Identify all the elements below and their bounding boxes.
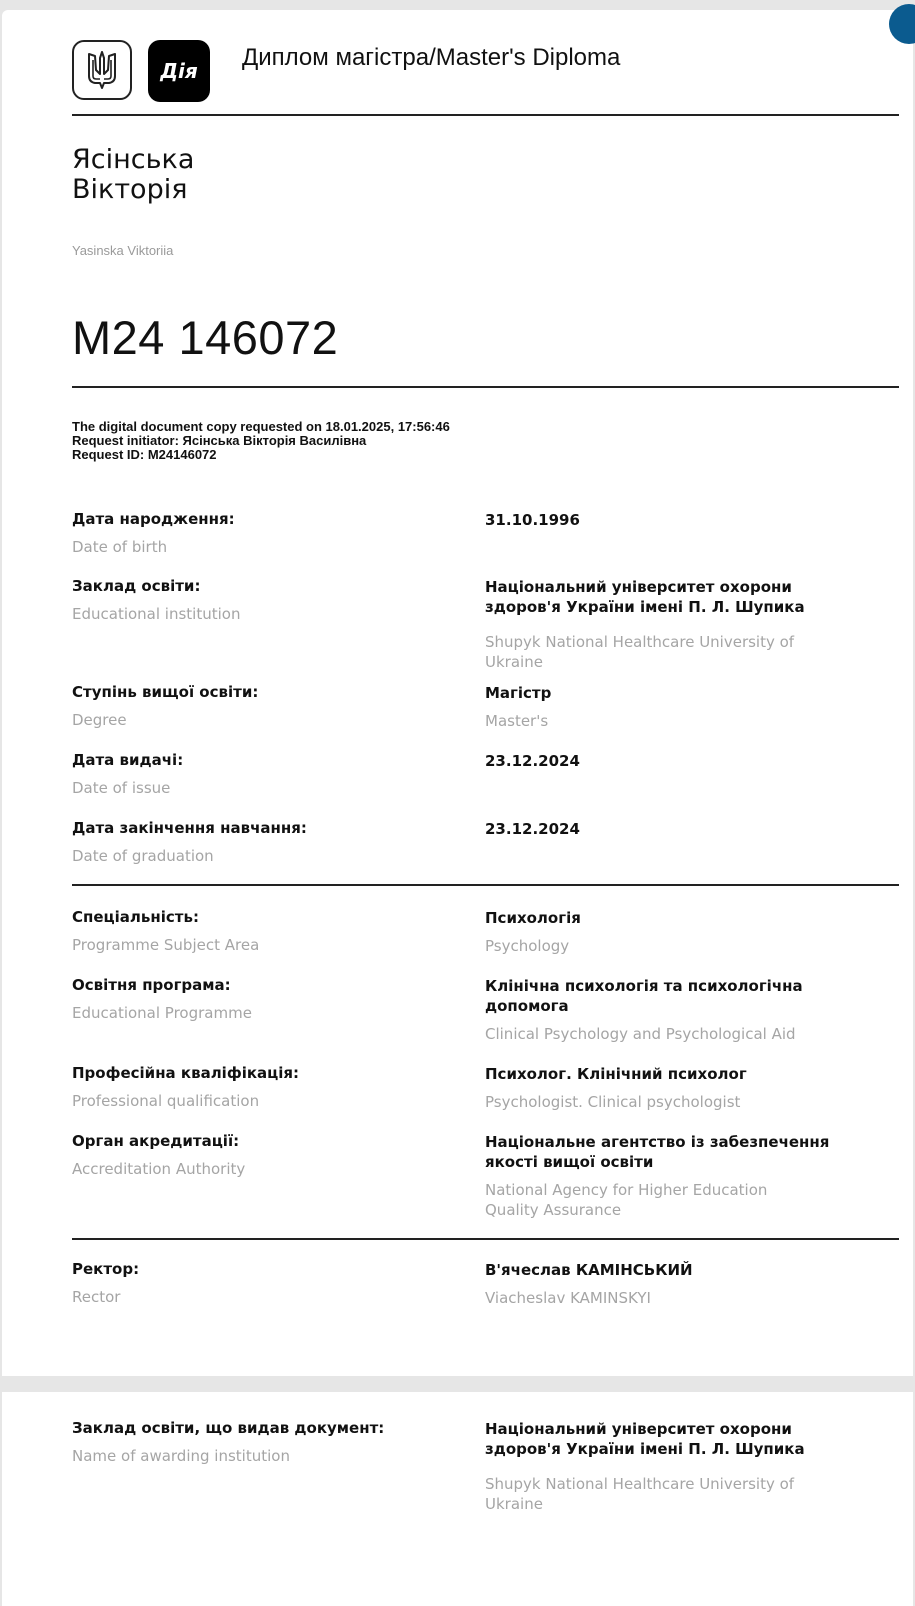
trident-icon: [72, 40, 132, 100]
field-value: 23.12.2024: [485, 752, 580, 770]
divider: [72, 114, 899, 116]
field-label: Дата закінчення навчання:: [72, 819, 307, 837]
divider: [72, 884, 899, 886]
document-header: [72, 32, 892, 102]
field-label-en: Date of birth: [72, 538, 168, 556]
value-line: Клінічна психологія та психологічна: [485, 977, 803, 995]
value-line: Національний університет охорони: [485, 1420, 792, 1438]
field-label: Орган акредитації:: [72, 1132, 240, 1150]
value-line: здоров'я України імені П. Л. Шупика: [485, 1440, 805, 1458]
field-label-en: Programme Subject Area: [72, 936, 260, 954]
field-label-en: Accreditation Authority: [72, 1160, 246, 1178]
field-value: 31.10.1996: [485, 511, 580, 529]
field-value-en: Viacheslav KAMINSKYI: [485, 1289, 651, 1307]
divider: [72, 1238, 899, 1240]
field-label: Дата видачі:: [72, 751, 184, 769]
field-value-en: Master's: [485, 712, 549, 730]
holder-name-ua: [72, 145, 194, 205]
field-label-en: Educational institution: [72, 605, 241, 623]
request-id: Request ID: M24146072: [72, 447, 217, 462]
field-label-en: Date of graduation: [72, 847, 214, 865]
field-value: Психологія: [485, 909, 581, 927]
field-value-en: Psychologist. Clinical psychologist: [485, 1093, 741, 1111]
field-value: Магістр: [485, 684, 552, 702]
field-value: 23.12.2024: [485, 820, 580, 838]
field-label-en: Professional qualification: [72, 1092, 260, 1110]
holder-surname: Ясінська: [72, 144, 195, 175]
value-line: Ukraine: [485, 653, 543, 671]
divider: [72, 386, 899, 388]
request-date: The digital document copy requested on 18.01.2025, 17:56:46: [72, 419, 450, 434]
field-label-en: Educational Programme: [72, 1004, 252, 1022]
value-line: Національний університет охорони: [485, 578, 792, 596]
field-label: Заклад освіти:: [72, 577, 201, 595]
field-label-en: Date of issue: [72, 779, 171, 797]
request-info: [72, 420, 450, 462]
value-line: допомога: [485, 997, 569, 1015]
field-label: Освітня програма:: [72, 976, 231, 994]
value-line: National Agency for Higher Education: [485, 1181, 768, 1199]
field-value-en: Clinical Psychology and Psychological Aid: [485, 1025, 796, 1043]
field-label-en: Rector: [72, 1288, 121, 1306]
document-number: M24 146072: [72, 311, 339, 364]
field-label: Професійна кваліфікація:: [72, 1064, 300, 1082]
value-line: Ukraine: [485, 1495, 543, 1513]
diploma-page: [2, 10, 913, 1376]
field-value: [485, 1132, 885, 1172]
diia-logo: [148, 40, 210, 102]
field-value-en: [485, 1180, 885, 1220]
field-label-en: Name of awarding institution: [72, 1447, 290, 1465]
holder-given-name: Вікторія: [72, 174, 188, 205]
field-value-en: [485, 632, 885, 672]
diia-logo-text: Дія: [160, 59, 198, 83]
request-initiator: Request initiator: Ясінська Вікторія Василівна: [72, 433, 367, 448]
value-line: Shupyk National Healthcare University of: [485, 1475, 795, 1493]
field-value: В'ячеслав КАМІНСЬКИЙ: [485, 1261, 693, 1279]
field-label: Ректор:: [72, 1260, 140, 1278]
holder-name-en: Yasinska Viktoriia: [72, 243, 174, 258]
field-label: Заклад освіти, що видав документ:: [72, 1419, 385, 1437]
field-label: Спеціальність:: [72, 908, 199, 926]
field-value: [485, 1419, 885, 1459]
field-label: Ступінь вищої освіти:: [72, 683, 259, 701]
value-line: здоров'я України імені П. Л. Шупика: [485, 598, 805, 616]
value-line: Quality Assurance: [485, 1201, 622, 1219]
field-value: [485, 976, 885, 1016]
field-label: Дата народження:: [72, 510, 235, 528]
value-line: якості вищої освіти: [485, 1153, 654, 1171]
field-label-en: Degree: [72, 711, 127, 729]
field-value-en: [485, 1474, 885, 1514]
supplement-page: [2, 1392, 913, 1606]
field-value: [485, 577, 885, 617]
value-line: Національне агентство із забезпечення: [485, 1133, 830, 1151]
scroll-indicator: [889, 4, 915, 44]
field-value-en: Psychology: [485, 937, 570, 955]
value-line: Shupyk National Healthcare University of: [485, 633, 795, 651]
document-title: Диплом магістра/Master's Diploma: [242, 44, 621, 71]
field-value: Психолог. Клінічний психолог: [485, 1065, 747, 1083]
